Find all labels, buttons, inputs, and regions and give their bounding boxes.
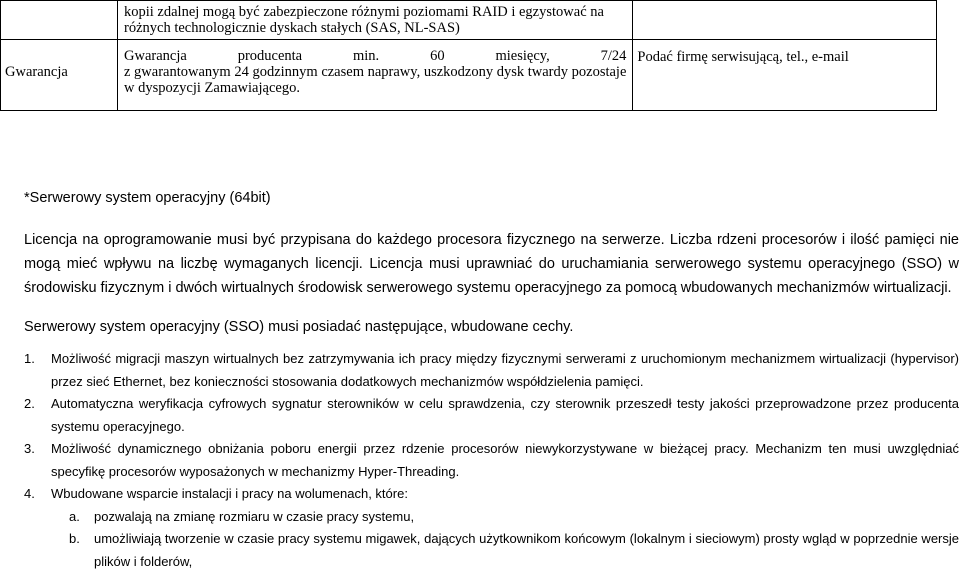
sub-list-letter: a. — [69, 508, 80, 524]
list-number: 1. — [24, 351, 35, 366]
table-row — [1, 40, 937, 111]
service-info-prompt: Podać firmę serwisującą, tel., e-mail — [637, 49, 849, 65]
table-row — [1, 1, 937, 40]
list-item — [24, 438, 959, 483]
sub-list-item — [24, 506, 959, 529]
word: miesięcy, — [495, 48, 550, 64]
sub-list-item-text: umożliwiają tworzenie w czasie pracy systemu migawek, dających użytkownikom końcowym (lokalnym i sieciowym) prosty wgląd w poprzednie wersje plików i folderów, — [94, 531, 959, 569]
word: producenta — [237, 48, 303, 64]
warranty-line-2: z gwarantowanym 24 godzinnym czasem naprawy, uszkodzony dysk twardy pozostaje — [124, 64, 627, 80]
table-cell-empty — [1, 1, 118, 40]
word: 60 — [430, 48, 445, 64]
list-item-text: Możliwość migracji maszyn wirtualnych bez zatrzymywania ich pracy między fizycznymi serwerami z uruchomionym mechanizmem wirtualizacji (hypervisor) przez sieć Ethernet, bez konieczności stosowania dodatkowych mechanizmów współdzielenia pamięci. — [51, 351, 959, 389]
section-heading: *Serwerowy system operacyjny (64bit) — [24, 190, 271, 206]
specification-table — [0, 0, 937, 111]
sub-list-item — [24, 528, 959, 573]
description-line: kopii zdalnej mogą być zabezpieczone różnymi poziomami RAID i egzystować na — [124, 4, 604, 20]
list-item — [24, 483, 959, 506]
sub-list-letter: b. — [69, 531, 80, 546]
table-cell-answer — [633, 40, 937, 111]
word: Gwarancja — [124, 48, 187, 64]
features-intro: Serwerowy system operacyjny (SSO) musi posiadać następujące, wbudowane cechy. — [24, 319, 574, 335]
list-number: 3. — [24, 441, 35, 456]
warranty-line-3: w dyspozycji Zamawiającego. — [124, 80, 300, 96]
list-number: 4. — [24, 486, 35, 501]
word: 7/24 — [600, 48, 627, 64]
table-cell-description — [118, 40, 633, 111]
list-item — [24, 393, 959, 438]
description-line: różnych technologicznie dyskach stałych (SAS, NL-SAS) — [124, 20, 460, 36]
features-list — [24, 348, 959, 573]
warranty-line-1 — [124, 48, 626, 64]
list-item — [24, 348, 959, 393]
warranty-label: Gwarancja — [5, 64, 68, 80]
table-cell-empty — [633, 1, 937, 40]
list-item-text: Wbudowane wsparcie instalacji i pracy na wolumenach, które: — [51, 486, 408, 501]
list-number: 2. — [24, 396, 35, 411]
sub-list-item-text: pozwalają na zmianę rozmiaru w czasie pracy systemu, — [94, 508, 415, 524]
table-cell-label — [1, 40, 118, 111]
word: min. — [353, 48, 380, 64]
table-cell-description — [118, 1, 633, 40]
list-item-text: Możliwość dynamicznego obniżania poboru energii przez rdzenie procesorów niewykorzystywane w bieżącej pracy. Mechanizm ten musi uwzględniać specyfikę procesorów wyposażonych w mechanizmy Hyper-Threading. — [51, 441, 959, 479]
list-item-text: Automatyczna weryfikacja cyfrowych sygnatur sterowników w celu sprawdzenia, czy sterownik przeszedł testy jakości przeprowadzone przez producenta systemu operacyjnego. — [51, 396, 959, 434]
license-paragraph: Licencja na oprogramowanie musi być przypisana do każdego procesora fizycznego na serwerze. Liczba rdzeni procesorów i ilość pamięci nie mogą mieć wpływu na liczbę wymaganych licencji. Licencja musi uprawniać do uruchamiania serwerowego systemu operacyjnego (SSO) w środowisku fizycznym i dwóch wirtualnych środowisk serwerowego systemu operacyjnego za pomocą wbudowanych mechanizmów wirtualizacji. — [24, 232, 959, 296]
